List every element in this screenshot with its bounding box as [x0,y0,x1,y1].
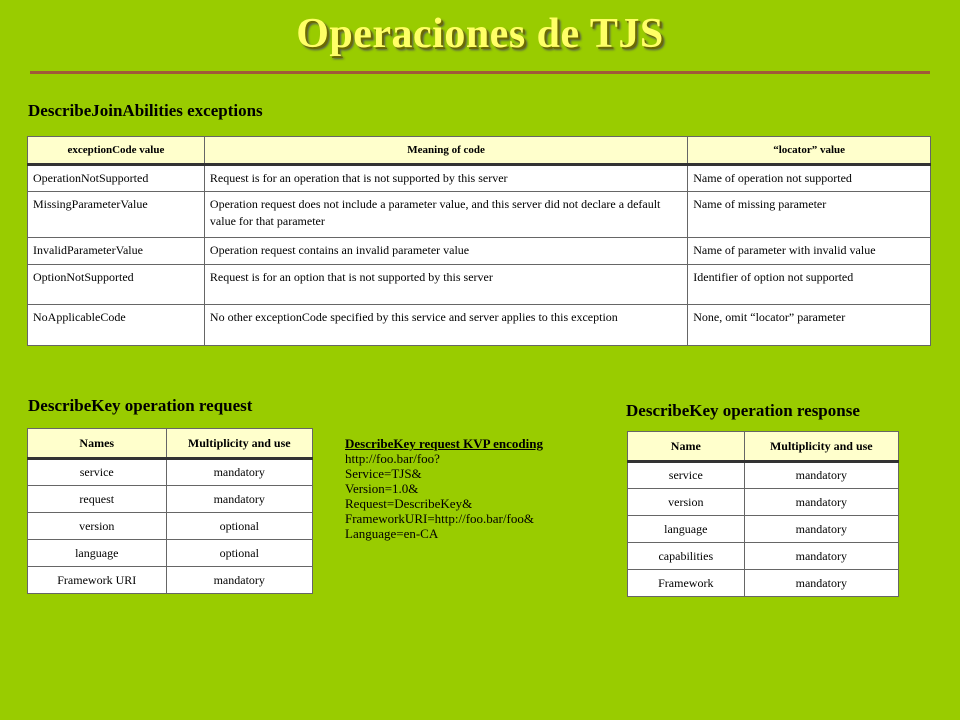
name-cell: capabilities [628,543,745,570]
kvp-encoding [345,436,605,541]
name-cell: Framework URI [28,567,167,594]
table-row [28,305,931,346]
multiplicity-cell: mandatory [744,489,898,516]
header-exception-code: exceptionCode value [28,137,205,165]
table-row [28,513,313,540]
slide-title: Operaciones de TJS [296,11,664,57]
response-heading: DescribeKey operation response [626,401,860,420]
table-row [28,165,931,192]
kvp-line: Request=DescribeKey& [345,496,473,511]
multiplicity-cell: optional [166,513,313,540]
exception-code-cell: MissingParameterValue [28,192,205,238]
header-multiplicity: Multiplicity and use [166,429,313,459]
table-row [28,192,931,238]
table-row [28,238,931,265]
name-cell: language [628,516,745,543]
request-table [27,428,313,594]
table-row [628,543,899,570]
kvp-heading: DescribeKey request KVP encoding [345,436,543,451]
table-row [28,540,313,567]
exceptions-heading: DescribeJoinAbilities exceptions [28,101,263,120]
meaning-cell: Request is for an option that is not supported by this server [204,265,687,305]
meaning-cell: Operation request contains an invalid parameter value [204,238,687,265]
header-multiplicity: Multiplicity and use [744,432,898,462]
multiplicity-cell: mandatory [166,486,313,513]
header-locator: “locator” value [688,137,931,165]
locator-cell: Name of missing parameter [688,192,931,238]
multiplicity-cell: mandatory [744,543,898,570]
kvp-line: Language=en-CA [345,526,439,541]
meaning-cell: No other exceptionCode specified by this service and server applies to this exception [204,305,687,346]
exception-code-cell: NoApplicableCode [28,305,205,346]
request-heading: DescribeKey operation request [28,396,253,415]
locator-cell: Identifier of option not supported [688,265,931,305]
name-cell: Framework [628,570,745,597]
meaning-cell: Operation request does not include a parameter value, and this server did not declare a default value for that parameter [204,192,687,238]
name-cell: version [628,489,745,516]
kvp-line: http://foo.bar/foo? [345,451,440,466]
multiplicity-cell: mandatory [166,459,313,486]
table-row [628,462,899,489]
table-row [28,265,931,305]
locator-cell: Name of parameter with invalid value [688,238,931,265]
kvp-line: Service=TJS& [345,466,422,481]
response-table [627,431,899,597]
name-cell: request [28,486,167,513]
header-meaning: Meaning of code [204,137,687,165]
table-row [28,459,313,486]
title-divider [30,71,930,74]
locator-cell: None, omit “locator” parameter [688,305,931,346]
multiplicity-cell: mandatory [744,462,898,489]
exception-code-cell: InvalidParameterValue [28,238,205,265]
meaning-cell: Request is for an operation that is not supported by this server [204,165,687,192]
table-row [628,516,899,543]
exception-code-cell: OptionNotSupported [28,265,205,305]
request-header-row [28,429,313,459]
exceptions-table [27,136,931,346]
locator-cell: Name of operation not supported [688,165,931,192]
table-row [28,486,313,513]
name-cell: version [28,513,167,540]
header-name: Name [628,432,745,462]
table-row [628,570,899,597]
table-row [628,489,899,516]
exceptions-header-row [28,137,931,165]
multiplicity-cell: mandatory [744,516,898,543]
multiplicity-cell: mandatory [166,567,313,594]
kvp-line: FrameworkURI=http://foo.bar/foo& [345,511,534,526]
table-row [28,567,313,594]
exception-code-cell: OperationNotSupported [28,165,205,192]
kvp-line: Version=1.0& [345,481,419,496]
header-names: Names [28,429,167,459]
multiplicity-cell: optional [166,540,313,567]
multiplicity-cell: mandatory [744,570,898,597]
name-cell: service [628,462,745,489]
name-cell: language [28,540,167,567]
response-header-row [628,432,899,462]
name-cell: service [28,459,167,486]
